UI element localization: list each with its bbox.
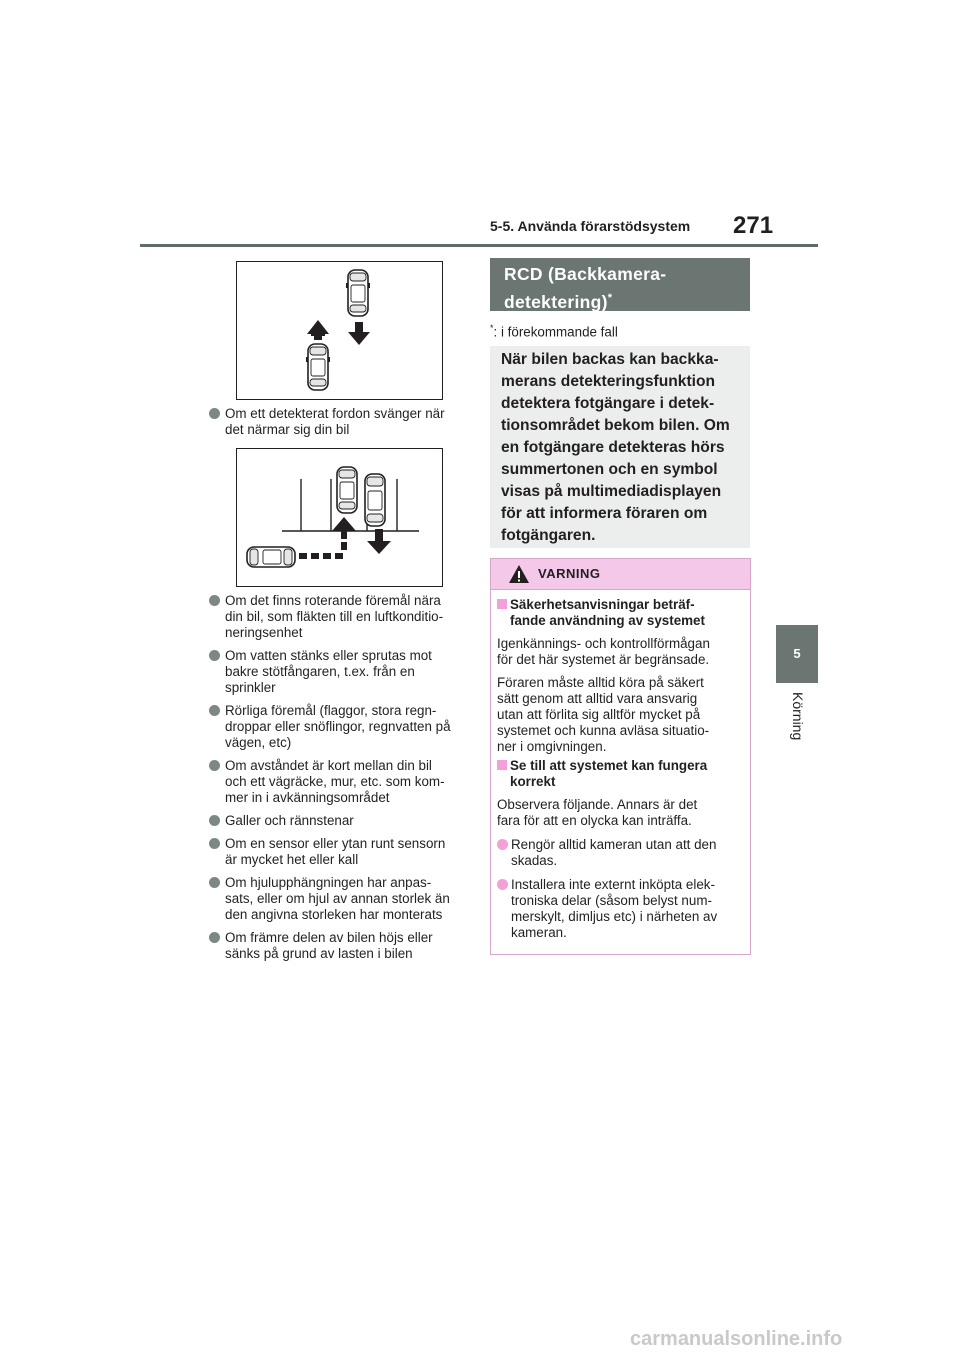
page-number: 271 (733, 212, 774, 239)
warning-title: VARNING (538, 566, 601, 581)
description-text: När bilen backas kan backka- merans detekteringsfunktion detektera fotgängare i detek- tionsområdet bekom bilen. Om en fotgängare detekteras hörs summertonen och en symbol visas på multimediadisplayen för att informera föraren om fotgängaren. (501, 351, 730, 544)
square-bullet-icon (497, 760, 507, 770)
chapter-number: 5 (793, 646, 801, 661)
list-item: Om en sensor eller ytan runt sensorn är mycket het eller kall (209, 836, 467, 868)
chapter-label: Körning (790, 692, 806, 741)
bullet-icon (209, 650, 220, 661)
footnote-marker: * (607, 292, 613, 304)
approaching-car-icon (247, 547, 295, 567)
warning-paragraph: Igenkännings- och kontrollförmågan för det här systemet är begränsade. (497, 636, 710, 667)
condition-list-2 (209, 593, 467, 969)
warning-box (490, 558, 751, 955)
section-title: 5-5. Använda förarstödsystem (490, 218, 691, 234)
list-item: Om vatten stänks eller sprutas mot bakre stötfångaren, t.ex. från en sprinkler (209, 648, 467, 696)
watermark: carmanualsonline.info (630, 1328, 843, 1350)
warning-section-heading: Säkerhetsanvisningar beträf- fande användning av systemet (510, 597, 705, 628)
rcd-heading-text: RCD (Backkamera- detektering)* (504, 264, 667, 312)
bullet-icon (209, 408, 220, 419)
arrow-down-icon (348, 332, 370, 345)
condition-list-1 (209, 406, 467, 445)
figure-turning-vehicle (236, 261, 443, 400)
description-box (490, 346, 750, 548)
warning-paragraph: Observera följande. Annars är det fara för att en olycka kan inträffa. (497, 797, 698, 828)
warning-header (491, 559, 750, 590)
own-car-icon (365, 474, 385, 526)
bullet-icon (209, 877, 220, 888)
bullet-icon (209, 595, 220, 606)
list-item: Galler och rännstenar (209, 813, 467, 829)
bullet-icon (209, 932, 220, 943)
parked-car-icon (337, 467, 357, 513)
detected-car-icon (346, 270, 370, 316)
warning-section-1 (497, 597, 743, 755)
bullet-icon (209, 705, 220, 716)
header-rule (140, 244, 818, 247)
warning-section-2 (497, 758, 743, 941)
warning-bullet: Rengör alltid kameran utan att den skadas. (497, 837, 743, 869)
dashed-path-icon (299, 531, 347, 559)
bullet-icon (497, 839, 508, 850)
list-item: Om ett detekterat fordon svänger när det närmar sig din bil (209, 406, 467, 438)
warning-section-heading: Se till att systemet kan fungera korrekt (510, 758, 708, 789)
figure-parking-vehicle (236, 448, 443, 587)
arrow-up-icon (332, 517, 356, 531)
list-item: Om det finns roterande föremål nära din bil, som fläkten till en luftkonditio- neringsenhet (209, 593, 467, 641)
bullet-icon (209, 760, 220, 771)
list-item: Rörliga föremål (flaggor, stora regn- droppar eller snöflingor, regnvatten på vägen, etc) (209, 703, 467, 751)
chapter-tab (776, 625, 818, 683)
parking-illustration (237, 449, 442, 586)
bullet-icon (209, 815, 220, 826)
rcd-heading (490, 258, 750, 311)
arrow-up-icon (307, 320, 329, 336)
bullet-icon (209, 838, 220, 849)
list-item: Om hjulupphängningen har anpas- sats, eller om hjul av annan storlek än den angivna storleken har monterats (209, 875, 467, 923)
warning-paragraph: Föraren måste alltid köra på säkert sätt genom att alltid vara ansvarig utan att förlita sig alltför mycket på systemet och kunna avläsa situatio- ner i omgivningen. (497, 675, 710, 754)
arrow-down-icon (367, 541, 391, 554)
turning-vehicle-illustration (237, 262, 442, 399)
own-car-icon (306, 344, 330, 390)
bullet-icon (497, 879, 508, 890)
list-item: Om avståndet är kort mellan din bil och ett vägräcke, mur, etc. som kom- mer in i avkänningsområdet (209, 758, 467, 806)
list-item: Om främre delen av bilen höjs eller sänks på grund av lasten i bilen (209, 930, 467, 962)
warning-triangle-icon (508, 564, 530, 584)
square-bullet-icon (497, 599, 507, 609)
chapter-tab-label (776, 692, 818, 772)
warning-bullet: Installera inte externt inköpta elek- troniska delar (såsom belyst num- merskylt, dimljus etc) i närheten av kameran. (497, 877, 743, 941)
footnote: *: i förekommande fall (490, 323, 618, 340)
